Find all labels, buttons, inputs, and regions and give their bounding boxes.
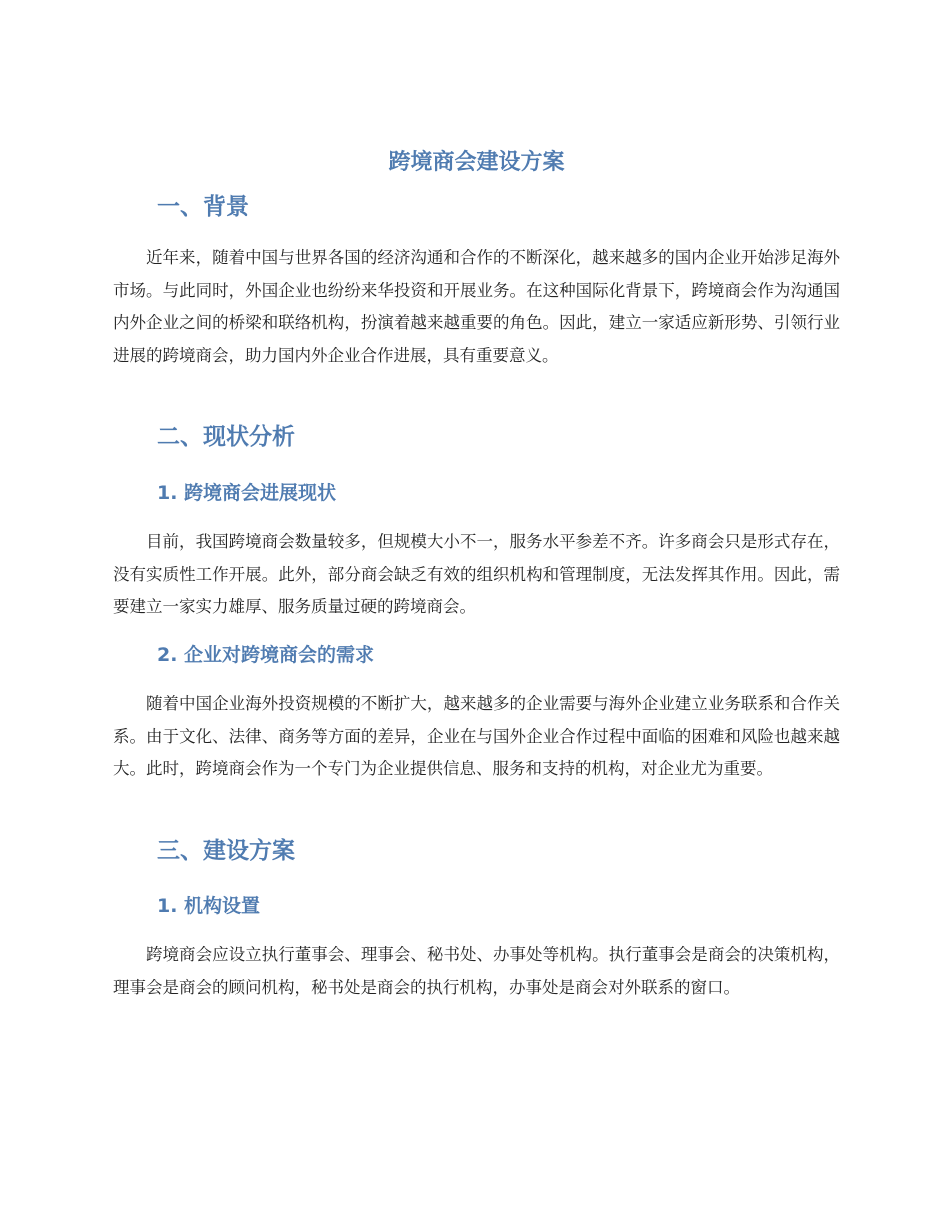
enterprise-demand-paragraph: 随着中国企业海外投资规模的不断扩大，越来越多的企业需要与海外企业建立业务联系和合作关系。由于文化、法律、商务等方面的差异，企业在与国外企业合作过程中面临的困难和风险也越来越大。此时，跨境商会作为一个专门为企业提供信息、服务和支持的机构，对企业尤为重要。 [113,694,840,778]
section-heading-construction-plan: 三、建设方案 [157,838,295,864]
document-title: 跨境商会建设方案 [388,150,565,175]
subsection-heading-development-status: 1. 跨境商会进展现状 [157,482,337,504]
subsection-heading-organization-setup: 1. 机构设置 [157,895,261,917]
background-paragraph: 近年来，随着中国与世界各国的经济沟通和合作的不断深化，越来越多的国内企业开始涉足海外市场。与此同时，外国企业也纷纷来华投资和开展业务。在这种国际化背景下，跨境商会作为沟通国内外企业之间的桥梁和联络机构，扮演着越来越重要的角色。因此，建立一家适应新形势、引领行业进展的跨境商会，助力国内外企业合作进展，具有重要意义。 [113,248,840,365]
section-heading-status-analysis: 二、现状分析 [157,424,295,450]
section-heading-background: 一、背景 [157,194,249,220]
subsection-heading-enterprise-demand: 2. 企业对跨境商会的需求 [157,644,375,666]
organization-setup-paragraph: 跨境商会应设立执行董事会、理事会、秘书处、办事处等机构。执行董事会是商会的决策机构，理事会是商会的顾问机构，秘书处是商会的执行机构，办事处是商会对外联系的窗口。 [113,945,840,997]
development-status-paragraph: 目前，我国跨境商会数量较多，但规模大小不一，服务水平参差不齐。许多商会只是形式存在，没有实质性工作开展。此外，部分商会缺乏有效的组织机构和管理制度，无法发挥其作用。因此，需要建立一家实力雄厚、服务质量过硬的跨境商会。 [113,532,840,616]
